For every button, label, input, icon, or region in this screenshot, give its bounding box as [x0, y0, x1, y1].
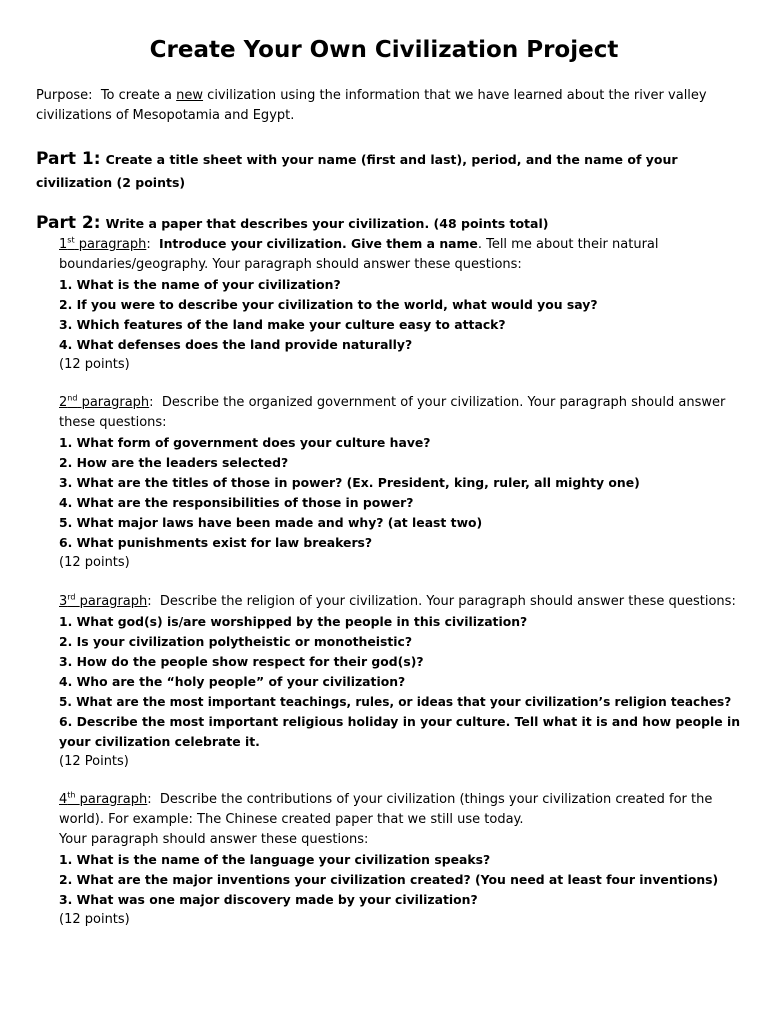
- paragraph-1-bold-intro: Introduce your civilization. Give them a name: [158, 236, 478, 251]
- part-2: [36, 212, 736, 235]
- paragraph-3-intro-text: Describe the religion of your civilization. Your paragraph should answer these questions:: [159, 594, 736, 609]
- paragraph-1-heading: 1st paragraph: [59, 235, 147, 252]
- page-title: Create Your Own Civilization Project: [149, 37, 619, 63]
- paragraph-2-question: 2. How are the leaders selected?: [59, 455, 289, 470]
- paragraph-4-section: [59, 790, 749, 930]
- paragraph-3-question: 4. Who are the “holy people” of your civilization?: [59, 674, 406, 689]
- paragraph-4-question: 3. What was one major discovery made by your civilization?: [59, 892, 478, 907]
- paragraph-2-question: 1. What form of government does your culture have?: [59, 435, 431, 450]
- paragraph-2-intro-text: Describe the organized government of your civilization. Your paragraph should answer these questions:: [59, 395, 726, 430]
- paragraph-4-question: 2. What are the major inventions your civilization created? (You need at least four inventions): [59, 872, 719, 887]
- paragraph-3-points: (12 Points): [59, 754, 129, 769]
- paragraph-1-question: 3. Which features of the land make your culture easy to attack?: [59, 317, 506, 332]
- part-1-label: Part 1:: [36, 149, 101, 169]
- purpose-underlined-word: new: [176, 88, 204, 103]
- paragraph-3-question: 5. What are the most important teachings, rules, or ideas that your civilization’s religion teaches?: [59, 695, 732, 709]
- paragraph-1-section: [59, 234, 749, 375]
- paragraph-3-section: [59, 592, 749, 772]
- paragraph-1-intro: 1st paragraph: Introduce your civilization. Give them a name. Tell me about their natural boundaries/geography. Your paragraph should answer these questions:: [59, 235, 659, 272]
- part-2-text: Write a paper that describes your civilization. (48 points total): [105, 216, 549, 231]
- part-1: [36, 148, 736, 194]
- paragraph-3-question: 2. Is your civilization polytheistic or monotheistic?: [59, 634, 413, 649]
- paragraph-3-heading: 3rd paragraph: [59, 592, 148, 609]
- paragraph-2-question: 6. What punishments exist for law breakers?: [59, 535, 373, 550]
- paragraph-1-intro-rest: . Tell me about their natural boundaries/geography. Your paragraph should answer these questions:: [59, 237, 659, 272]
- paragraph-3-intro: 3rd paragraph: Describe the religion of your civilization. Your paragraph should answer these questions:: [59, 592, 736, 609]
- paragraph-3-question: 6. Describe the most important religious holiday in your culture. Tell what it is and how people in your civilization celebrate it.: [59, 714, 741, 749]
- paragraph-4-intro-2: Your paragraph should answer these questions:: [59, 832, 369, 847]
- paragraph-1-question: 1. What is the name of your civilization?: [59, 277, 341, 292]
- paragraph-1-question: 4. What defenses does the land provide naturally?: [59, 337, 413, 352]
- paragraph-4-intro: 4th paragraph: Describe the contributions of your civilization (things your civilization created for the world). For example: The Chinese created paper that we still use today.: [59, 790, 713, 827]
- paragraph-2-question: 5. What major laws have been made and why? (at least two): [59, 515, 483, 530]
- paragraph-2-question: 3. What are the titles of those in power? (Ex. President, king, ruler, all mighty one): [59, 475, 640, 490]
- paragraph-4-intro-text: Describe the contributions of your civilization (things your civilization created for the world). For example: The Chinese created paper that we still use today.: [59, 792, 713, 827]
- paragraph-2-points: (12 points): [59, 555, 130, 570]
- paragraph-3-question: 3. How do the people show respect for their god(s)?: [59, 654, 424, 669]
- purpose-label: Purpose:: [36, 88, 93, 103]
- paragraph-1-question: 2. If you were to describe your civilization to the world, what would you say?: [59, 297, 598, 312]
- paragraph-4-heading: 4th paragraph: [59, 790, 148, 807]
- paragraph-4-question: 1. What is the name of the language your civilization speaks?: [59, 852, 491, 867]
- paragraph-4-points: (12 points): [59, 912, 130, 927]
- paragraph-2-question: 4. What are the responsibilities of those in power?: [59, 495, 414, 510]
- purpose-statement: [36, 86, 736, 126]
- part-1-text: Create a title sheet with your name (first and last), period, and the name of your civilization (2 points): [36, 152, 678, 190]
- purpose-text-before: To create a: [100, 88, 173, 103]
- paragraph-2-heading: 2nd paragraph: [59, 393, 150, 410]
- purpose-text-after: civilization using the information that we have learned about the river valley civilizations of Mesopotamia and Egypt.: [36, 88, 707, 123]
- paragraph-3-question: 1. What god(s) is/are worshipped by the people in this civilization?: [59, 614, 528, 629]
- paragraph-2-intro: 2nd paragraph: Describe the organized government of your civilization. Your paragraph should answer these questions:: [59, 393, 726, 430]
- paragraph-1-points: (12 points): [59, 357, 130, 372]
- paragraph-2-section: [59, 393, 749, 573]
- part-2-label: Part 2:: [36, 213, 101, 233]
